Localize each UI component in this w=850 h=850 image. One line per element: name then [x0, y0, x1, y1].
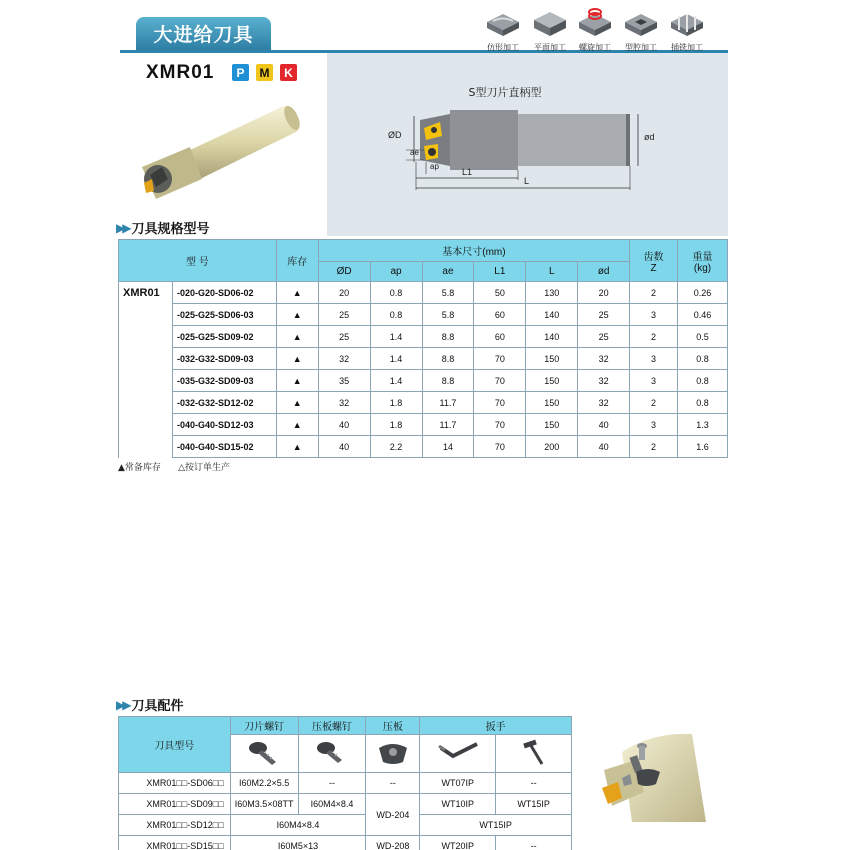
wrench-l-image	[420, 735, 496, 773]
acc-row-model: XMR01□□-SD06□□	[119, 773, 231, 794]
header-L: L	[526, 262, 578, 282]
tool-head-photo	[592, 722, 712, 827]
header-teeth-label: 齿数	[643, 251, 664, 263]
dim-d: ød	[644, 132, 655, 142]
spec-model: -020-G20-SD06-02	[172, 282, 276, 304]
accessory-table	[118, 716, 572, 850]
spec-ae: 11.7	[422, 392, 474, 414]
header-ap: ap	[370, 262, 422, 282]
spec-z: 2	[630, 392, 678, 414]
header-D: ØD	[318, 262, 370, 282]
spec-z: 3	[630, 348, 678, 370]
acc-clamp: --	[366, 773, 420, 794]
spec-section-header	[116, 218, 209, 237]
spec-ap: 1.8	[370, 392, 422, 414]
spec-z: 2	[630, 436, 678, 458]
spec-row	[119, 414, 728, 436]
acc-insert-screw: I60M3.5×08TT	[230, 794, 298, 815]
pocket-milling-icon	[621, 8, 661, 36]
spec-model: -040-G40-SD12-03	[172, 414, 276, 436]
spec-row	[119, 326, 728, 348]
page-title: 大进给刀具	[136, 17, 271, 50]
spec-model: -035-G32-SD09-03	[172, 370, 276, 392]
header-ae: ae	[422, 262, 474, 282]
spec-D: 35	[318, 370, 370, 392]
spec-L1: 60	[474, 304, 526, 326]
insert-screw-icon	[244, 738, 284, 768]
grade-badge-k: K	[280, 64, 297, 81]
spec-L: 150	[526, 414, 578, 436]
header-weight	[678, 240, 728, 282]
spec-z: 2	[630, 326, 678, 348]
spec-row	[119, 392, 728, 414]
legend-in-stock: ▲常备库存	[118, 463, 161, 473]
acc-clamp: WD-208	[366, 836, 420, 850]
legend-made-to-order: △按订单生产	[178, 463, 231, 473]
process-helical: 螺旋加工	[572, 8, 618, 53]
helical-milling-icon	[575, 8, 615, 36]
spec-row	[119, 282, 728, 304]
spec-L1: 70	[474, 392, 526, 414]
tool-photo	[128, 95, 318, 205]
spec-model: -025-G25-SD09-02	[172, 326, 276, 348]
spec-d: 40	[578, 414, 630, 436]
spec-L: 140	[526, 326, 578, 348]
spec-table	[118, 239, 728, 458]
dim-L: L	[524, 176, 530, 186]
clamp-screw-image	[298, 735, 366, 773]
acc-wrench-1: WT07IP	[420, 773, 496, 794]
spec-stock: ▲	[276, 304, 318, 326]
spec-kg: 0.8	[678, 370, 728, 392]
acc-wrench-1: WT10IP	[420, 794, 496, 815]
spec-ae: 8.8	[422, 348, 474, 370]
spec-d: 32	[578, 348, 630, 370]
acc-clamp-screw: --	[298, 773, 366, 794]
spec-ap: 1.4	[370, 326, 422, 348]
clamp-screw-icon	[312, 738, 352, 768]
spec-ae: 8.8	[422, 326, 474, 348]
header-basic-dims: 基本尺寸(mm)	[318, 240, 629, 262]
insert-screw-image	[230, 735, 298, 773]
spec-L1: 70	[474, 370, 526, 392]
spec-z: 3	[630, 304, 678, 326]
header-teeth	[630, 240, 678, 282]
spec-stock: ▲	[276, 348, 318, 370]
spec-stock: ▲	[276, 370, 318, 392]
spec-ae: 11.7	[422, 414, 474, 436]
spec-z: 2	[630, 282, 678, 304]
spec-ae: 8.8	[422, 370, 474, 392]
header-L1: L1	[474, 262, 526, 282]
t-wrench-icon	[514, 738, 554, 768]
acc-header-clamp: 压板	[366, 717, 420, 735]
series-name: XMR01	[119, 282, 173, 458]
spec-L1: 50	[474, 282, 526, 304]
spec-L: 150	[526, 370, 578, 392]
clamp-icon	[373, 738, 413, 768]
spec-kg: 0.26	[678, 282, 728, 304]
spec-ae: 5.8	[422, 304, 474, 326]
spec-stock: ▲	[276, 414, 318, 436]
spec-d: 32	[578, 370, 630, 392]
acc-wrench-2: --	[496, 773, 572, 794]
acc-row-model: XMR01□□-SD15□□	[119, 836, 231, 850]
spec-L: 130	[526, 282, 578, 304]
acc-clamp: WD-204	[366, 794, 420, 836]
dim-ap: ap	[430, 162, 439, 171]
spec-model: -040-G40-SD15-02	[172, 436, 276, 458]
process-face-milling: 平面加工	[527, 8, 573, 53]
acc-wrench-2: --	[496, 836, 572, 850]
spec-ap: 1.4	[370, 348, 422, 370]
clamp-image	[366, 735, 420, 773]
dim-D: ØD	[388, 130, 402, 140]
spec-model: -032-G32-SD12-02	[172, 392, 276, 414]
plunge-milling-icon	[667, 8, 707, 36]
spec-L1: 70	[474, 348, 526, 370]
spec-ap: 1.8	[370, 414, 422, 436]
acc-wrench: WT15IP	[420, 815, 572, 836]
spec-d: 25	[578, 304, 630, 326]
spec-L: 140	[526, 304, 578, 326]
dim-L1: L1	[462, 167, 473, 177]
acc-header-clamp-screw: 压板螺钉	[298, 717, 366, 735]
spec-stock: ▲	[276, 436, 318, 458]
spec-z: 3	[630, 414, 678, 436]
spec-D: 25	[318, 304, 370, 326]
spec-L1: 70	[474, 436, 526, 458]
spec-section-title: 刀具规格型号	[131, 222, 210, 237]
acc-section-title: 刀具配件	[131, 699, 184, 714]
spec-D: 20	[318, 282, 370, 304]
spec-stock: ▲	[276, 392, 318, 414]
spec-kg: 0.8	[678, 392, 728, 414]
spec-ae: 14	[422, 436, 474, 458]
process-pocket: 型腔加工	[618, 8, 664, 53]
spec-stock: ▲	[276, 282, 318, 304]
spec-kg: 1.3	[678, 414, 728, 436]
double-arrow-icon: ▶▶	[116, 220, 129, 235]
spec-d: 40	[578, 436, 630, 458]
l-wrench-icon	[433, 738, 483, 768]
diagram-title: S型刀片直柄型	[468, 86, 542, 99]
spec-L: 200	[526, 436, 578, 458]
acc-screws: I60M4×8.4	[230, 815, 366, 836]
spec-D: 32	[318, 348, 370, 370]
acc-row-model: XMR01□□-SD12□□	[119, 815, 231, 836]
stock-legend	[118, 460, 230, 473]
spec-L: 150	[526, 392, 578, 414]
wrench-t-image	[496, 735, 572, 773]
spec-row	[119, 370, 728, 392]
double-arrow-icon: ▶▶	[116, 697, 129, 712]
grade-badge-p: P	[232, 64, 249, 81]
acc-header-insert-screw: 刀片螺钉	[230, 717, 298, 735]
header-teeth-unit: Z	[650, 262, 657, 274]
spec-D: 40	[318, 436, 370, 458]
product-model: XMR01	[146, 62, 215, 83]
process-profiling: 仿形加工	[480, 8, 526, 53]
spec-L1: 60	[474, 326, 526, 348]
spec-stock: ▲	[276, 326, 318, 348]
spec-kg: 0.46	[678, 304, 728, 326]
spec-kg: 0.5	[678, 326, 728, 348]
spec-ap: 0.8	[370, 282, 422, 304]
acc-section-header	[116, 695, 183, 714]
spec-model: -025-G25-SD06-03	[172, 304, 276, 326]
acc-wrench-2: WT15IP	[496, 794, 572, 815]
acc-screws: I60M5×13	[230, 836, 366, 850]
spec-row	[119, 348, 728, 370]
spec-ap: 1.4	[370, 370, 422, 392]
header-stock: 库存	[276, 240, 318, 282]
spec-d: 20	[578, 282, 630, 304]
acc-insert-screw: I60M2.2×5.5	[230, 773, 298, 794]
spec-L1: 70	[474, 414, 526, 436]
spec-d: 32	[578, 392, 630, 414]
acc-row-model: XMR01□□-SD09□□	[119, 794, 231, 815]
acc-header-wrench: 扳手	[420, 717, 572, 735]
spec-D: 40	[318, 414, 370, 436]
spec-z: 3	[630, 370, 678, 392]
spec-row	[119, 436, 728, 458]
grade-badge-m: M	[256, 64, 273, 81]
acc-wrench-1: WT20IP	[420, 836, 496, 850]
spec-d: 25	[578, 326, 630, 348]
spec-ap: 2.2	[370, 436, 422, 458]
header-weight-unit: (kg)	[693, 262, 712, 274]
header-weight-label: 重量	[692, 251, 713, 263]
face-milling-icon	[530, 8, 570, 36]
spec-kg: 0.8	[678, 348, 728, 370]
header-d: ød	[578, 262, 630, 282]
spec-row	[119, 304, 728, 326]
spec-ae: 5.8	[422, 282, 474, 304]
spec-model: -032-G32-SD09-03	[172, 348, 276, 370]
spec-ap: 0.8	[370, 304, 422, 326]
acc-header-model: 刀具型号	[119, 717, 231, 773]
process-plunge: 插铣加工	[664, 8, 710, 53]
acc-clamp-screw: I60M4×8.4	[298, 794, 366, 815]
dim-ae: ae	[410, 148, 419, 157]
header-model: 型 号	[119, 240, 277, 282]
spec-kg: 1.6	[678, 436, 728, 458]
spec-D: 32	[318, 392, 370, 414]
profiling-icon	[483, 8, 523, 36]
spec-D: 25	[318, 326, 370, 348]
spec-L: 150	[526, 348, 578, 370]
